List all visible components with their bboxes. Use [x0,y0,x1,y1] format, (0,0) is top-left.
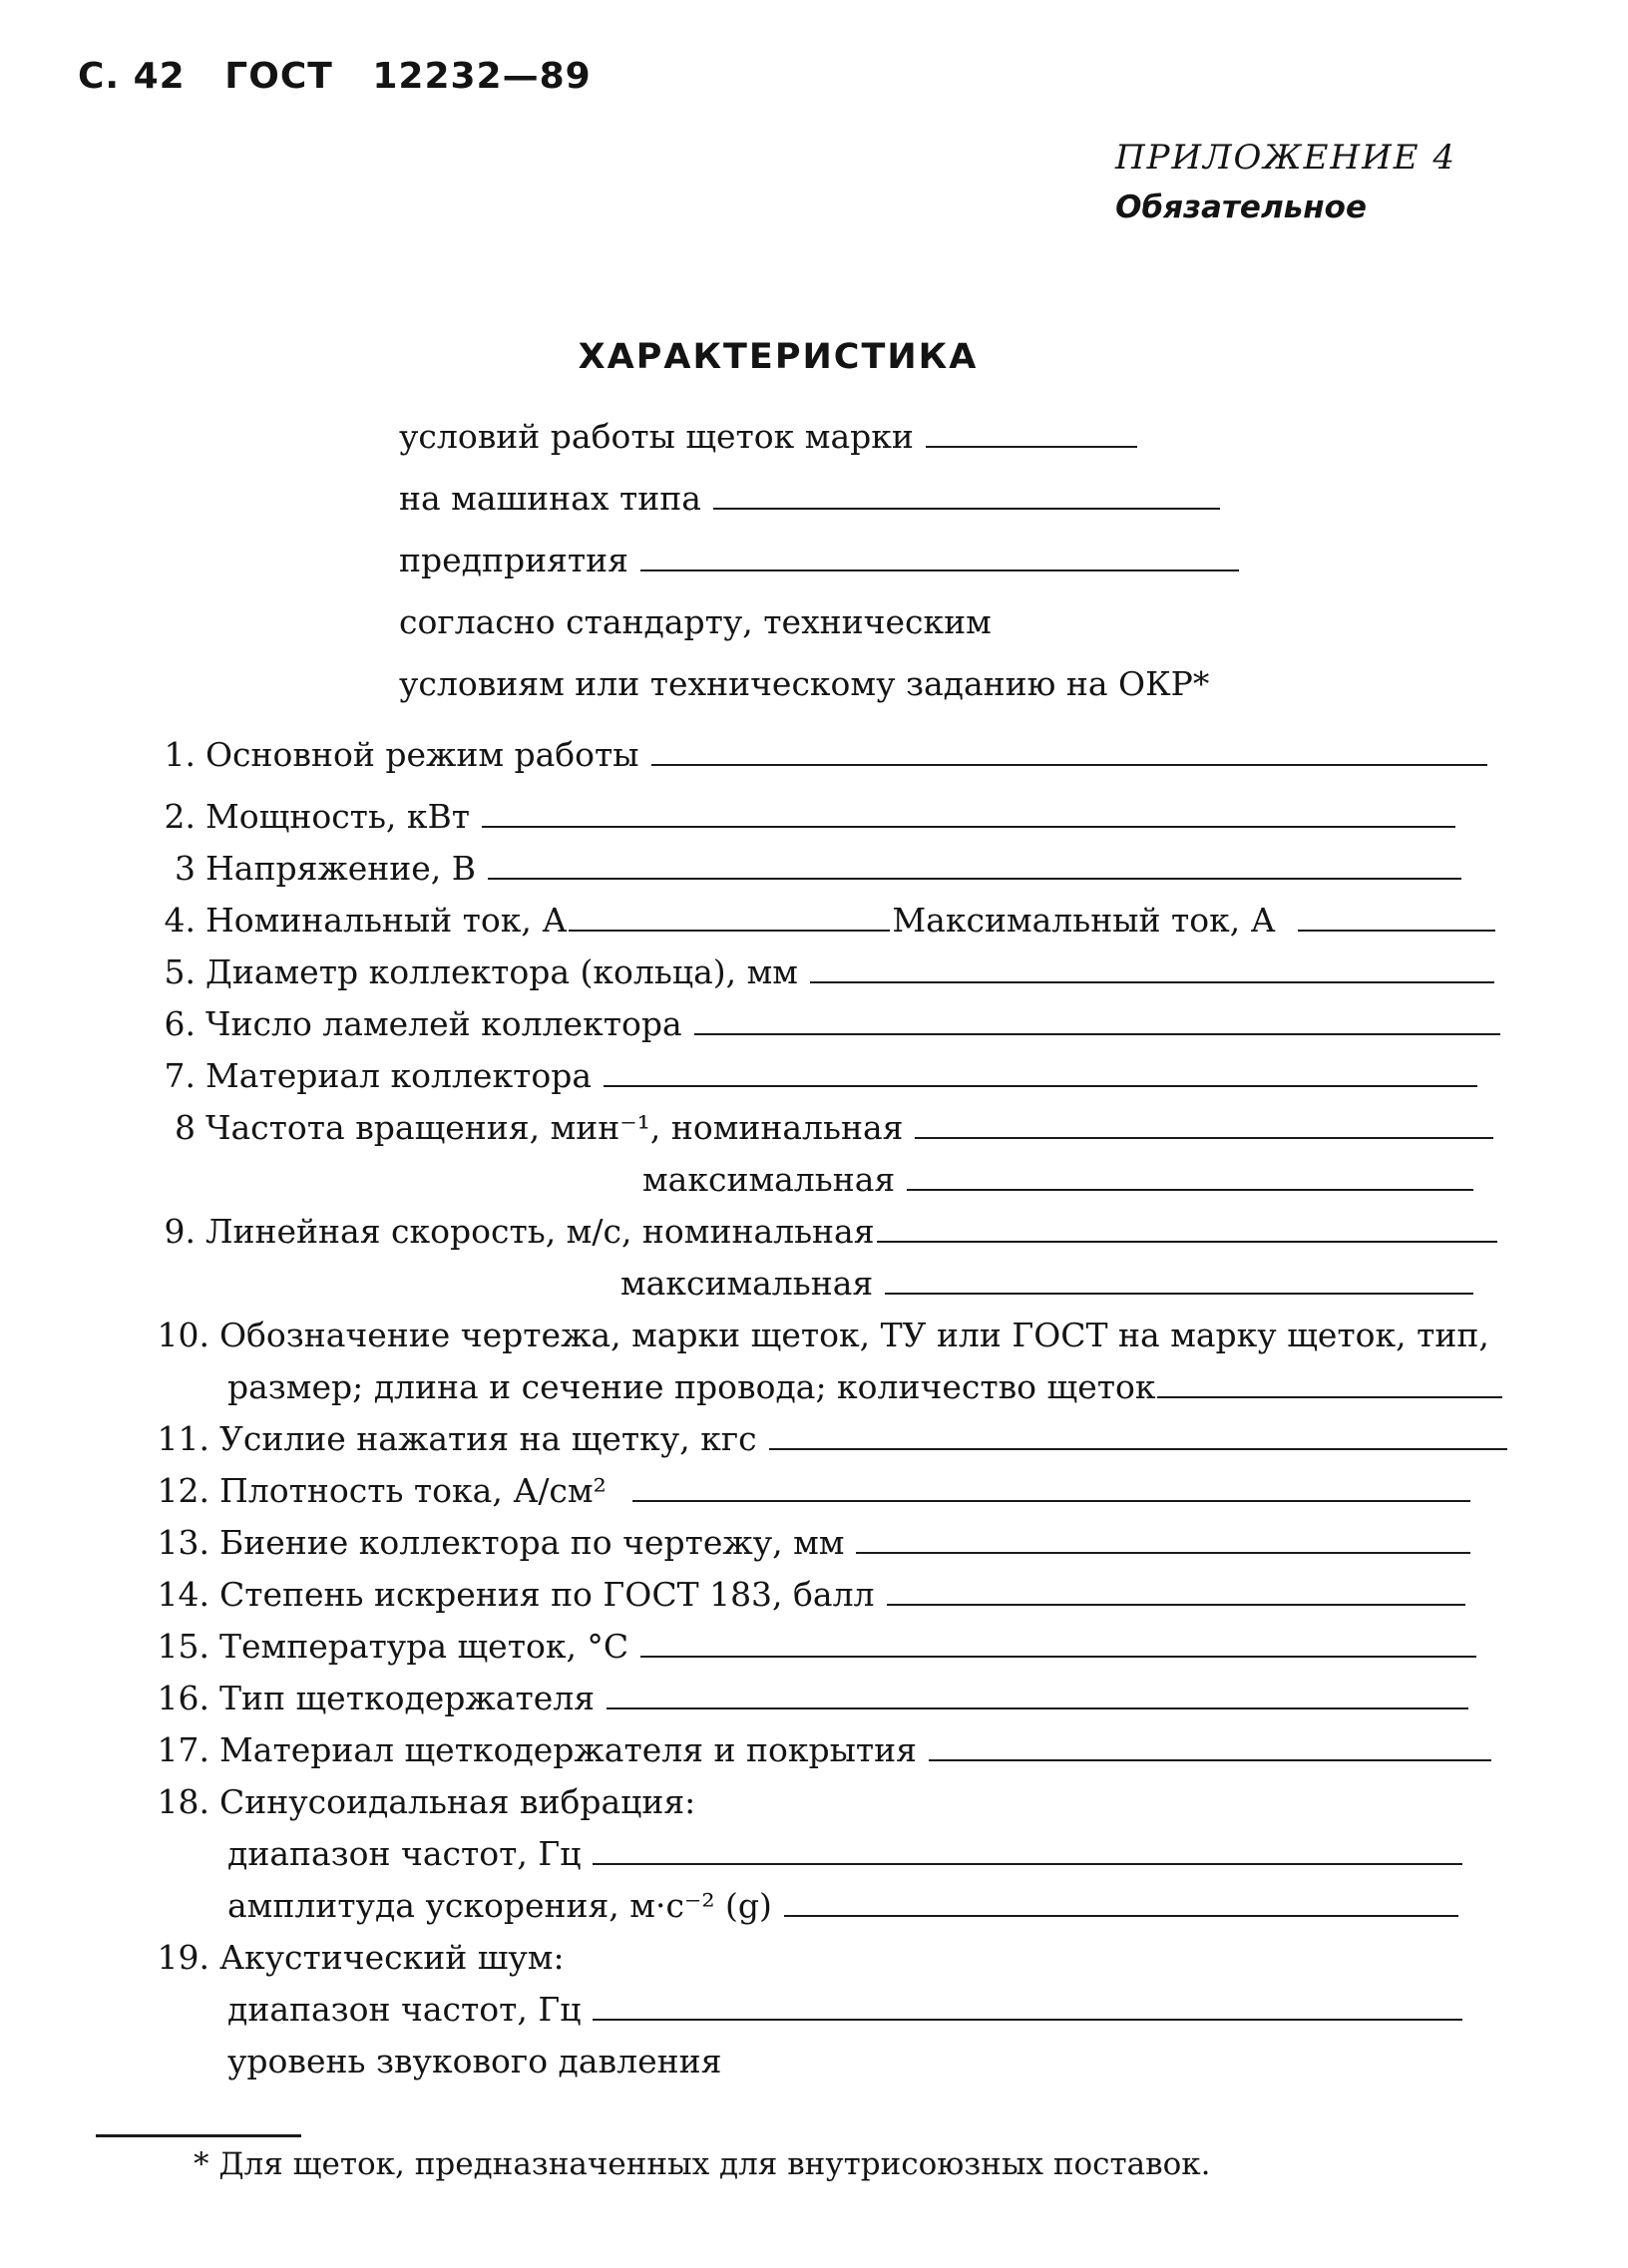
rotation-max-field[interactable] [907,1188,1473,1191]
item-7: 7. Материал коллектора [140,1056,1477,1100]
item-8-max: максимальная [642,1160,1473,1204]
intro-enterprise: предприятия [399,541,1239,584]
speed-max-field[interactable] [885,1292,1473,1295]
annex-title: ПРИЛОЖЕНИЕ 4 [1114,138,1456,178]
item-19-freq: диапазон частот, Гц [227,1990,1462,2034]
item-2-field[interactable] [482,825,1455,828]
item-5: 5. Диаметр коллектора (кольца), мм [140,952,1494,996]
nominal-current-field[interactable] [569,929,890,932]
vibration-accel-field[interactable] [784,1914,1458,1917]
page-header [78,56,617,97]
item-18-freq: диапазон частот, Гц [227,1834,1462,1878]
item-15: 15. Температура щеток, °С [140,1627,1476,1671]
item-12: 12. Плотность тока, А/см² [140,1471,1470,1515]
item-7-field[interactable] [604,1084,1477,1087]
document-title: ХАРАКТЕРИСТИКА [578,337,979,377]
intro-machine-type: на машинах типа [399,479,1220,523]
intro-conditions: условиям или техническому заданию на ОКР* [399,664,1210,703]
footnote-rule [96,2134,301,2137]
item-16-field[interactable] [607,1706,1468,1709]
annex-status: Обязательное [1115,189,1367,225]
item-1: 1. Основной режим работы [140,735,1487,779]
enterprise-field[interactable] [640,568,1239,571]
noise-freq-field[interactable] [593,2018,1462,2021]
item-6-field[interactable] [694,1032,1500,1035]
item-9: 9. Линейная скорость, м/с, номинальная [140,1212,1497,1256]
item-17-field[interactable] [929,1758,1491,1761]
item-10-cont: размер; длина и сечение провода; количество щеток [227,1367,1502,1411]
item-18-accel: амплитуда ускорения, м·с⁻² (g) [227,1886,1458,1930]
item-4: 4. Номинальный ток, А Максимальный ток, А [140,901,1495,945]
intro-according: согласно стандарту, техническим [399,602,992,641]
standard-label: ГОСТ [224,56,333,97]
vibration-freq-field[interactable] [593,1862,1462,1865]
item-11-field[interactable] [769,1447,1507,1450]
item-17: 17. Материал щеткодержателя и покрытия [140,1730,1491,1774]
rotation-nominal-field[interactable] [915,1136,1493,1139]
brush-grade-field[interactable] [926,445,1137,448]
item-19-level: уровень звукового давления [227,2042,722,2080]
item-9-max: максимальная [620,1264,1473,1308]
item-6: 6. Число ламелей коллектора [140,1004,1500,1048]
machine-type-field[interactable] [713,507,1220,510]
item-11: 11. Усилие нажатия на щетку, кгс [140,1419,1507,1463]
item-13-field[interactable] [856,1551,1470,1554]
item-16: 16. Тип щеткодержателя [140,1679,1468,1722]
page-number: С. 42 [78,56,186,97]
item-15-field[interactable] [640,1655,1476,1658]
standard-number: 12232—89 [372,56,592,97]
item-2: 2. Мощность, кВт [140,797,1455,841]
speed-nominal-field[interactable] [877,1240,1497,1243]
item-14-field[interactable] [887,1603,1465,1606]
footnote: * Для щеток, предназначенных для внутрисоюзных поставок. [194,2146,1211,2182]
item-14: 14. Степень искрения по ГОСТ 183, балл [140,1575,1465,1619]
item-8: 8 Частота вращения, мин⁻¹, номинальная [140,1108,1493,1152]
item-1-field[interactable] [651,763,1487,766]
intro-brush-grade: условий работы щеток марки [399,417,1137,461]
item-10-field[interactable] [1157,1395,1502,1398]
item-5-field[interactable] [810,980,1494,983]
item-12-field[interactable] [632,1499,1470,1502]
item-10: 10. Обозначение чертежа, марки щеток, ТУ или ГОСТ на марку щеток, тип, [157,1316,1489,1354]
item-13: 13. Биение коллектора по чертежу, мм [140,1523,1470,1567]
item-3-field[interactable] [488,877,1461,880]
item-18: 18. Синусоидальная вибрация: [157,1782,696,1821]
item-3: 3 Напряжение, В [140,849,1461,893]
item-19: 19. Акустический шум: [157,1938,565,1977]
max-current-field[interactable] [1298,929,1495,932]
